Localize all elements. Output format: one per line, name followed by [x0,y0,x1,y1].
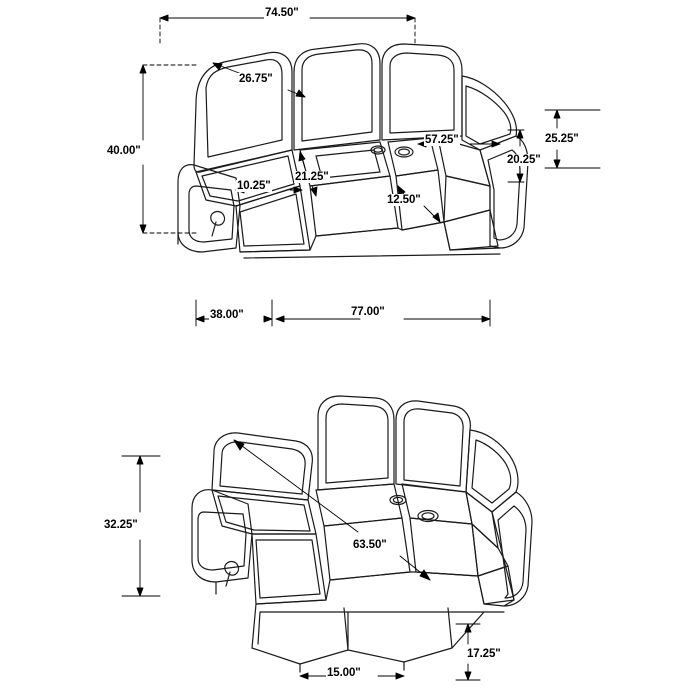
dimension-label-sofa-seat-height: 25.25" [545,133,579,145]
dimension-label-sofa-seat-width: 21.25" [295,171,329,183]
dimension-label-sofa-seat-span: 57.25" [425,134,459,146]
dimension-label-sofa-seat-depth-left: 10.25" [237,180,271,192]
dimension-label-sofa-base-width: 77.00" [351,306,385,318]
dimension-label-loveseat-base-width: 15.00" [327,667,361,679]
dimension-label-loveseat-diagonal: 63.50" [353,539,387,551]
dimension-label-sofa-top-width: 74.50" [265,7,299,19]
dimension-label-loveseat-height: 32.25" [104,519,138,531]
dimension-label-sofa-arm-height: 20.25" [507,154,541,166]
dimension-label-loveseat-foot-height: 17.25" [467,648,501,660]
dimension-label-sofa-console-depth: 12.50" [387,194,421,206]
dimension-label-sofa-overall-height: 40.00" [107,145,141,157]
dimension-label-sofa-back-height: 26.75" [239,73,273,85]
dimension-label-sofa-arm-width: 38.00" [210,309,244,321]
